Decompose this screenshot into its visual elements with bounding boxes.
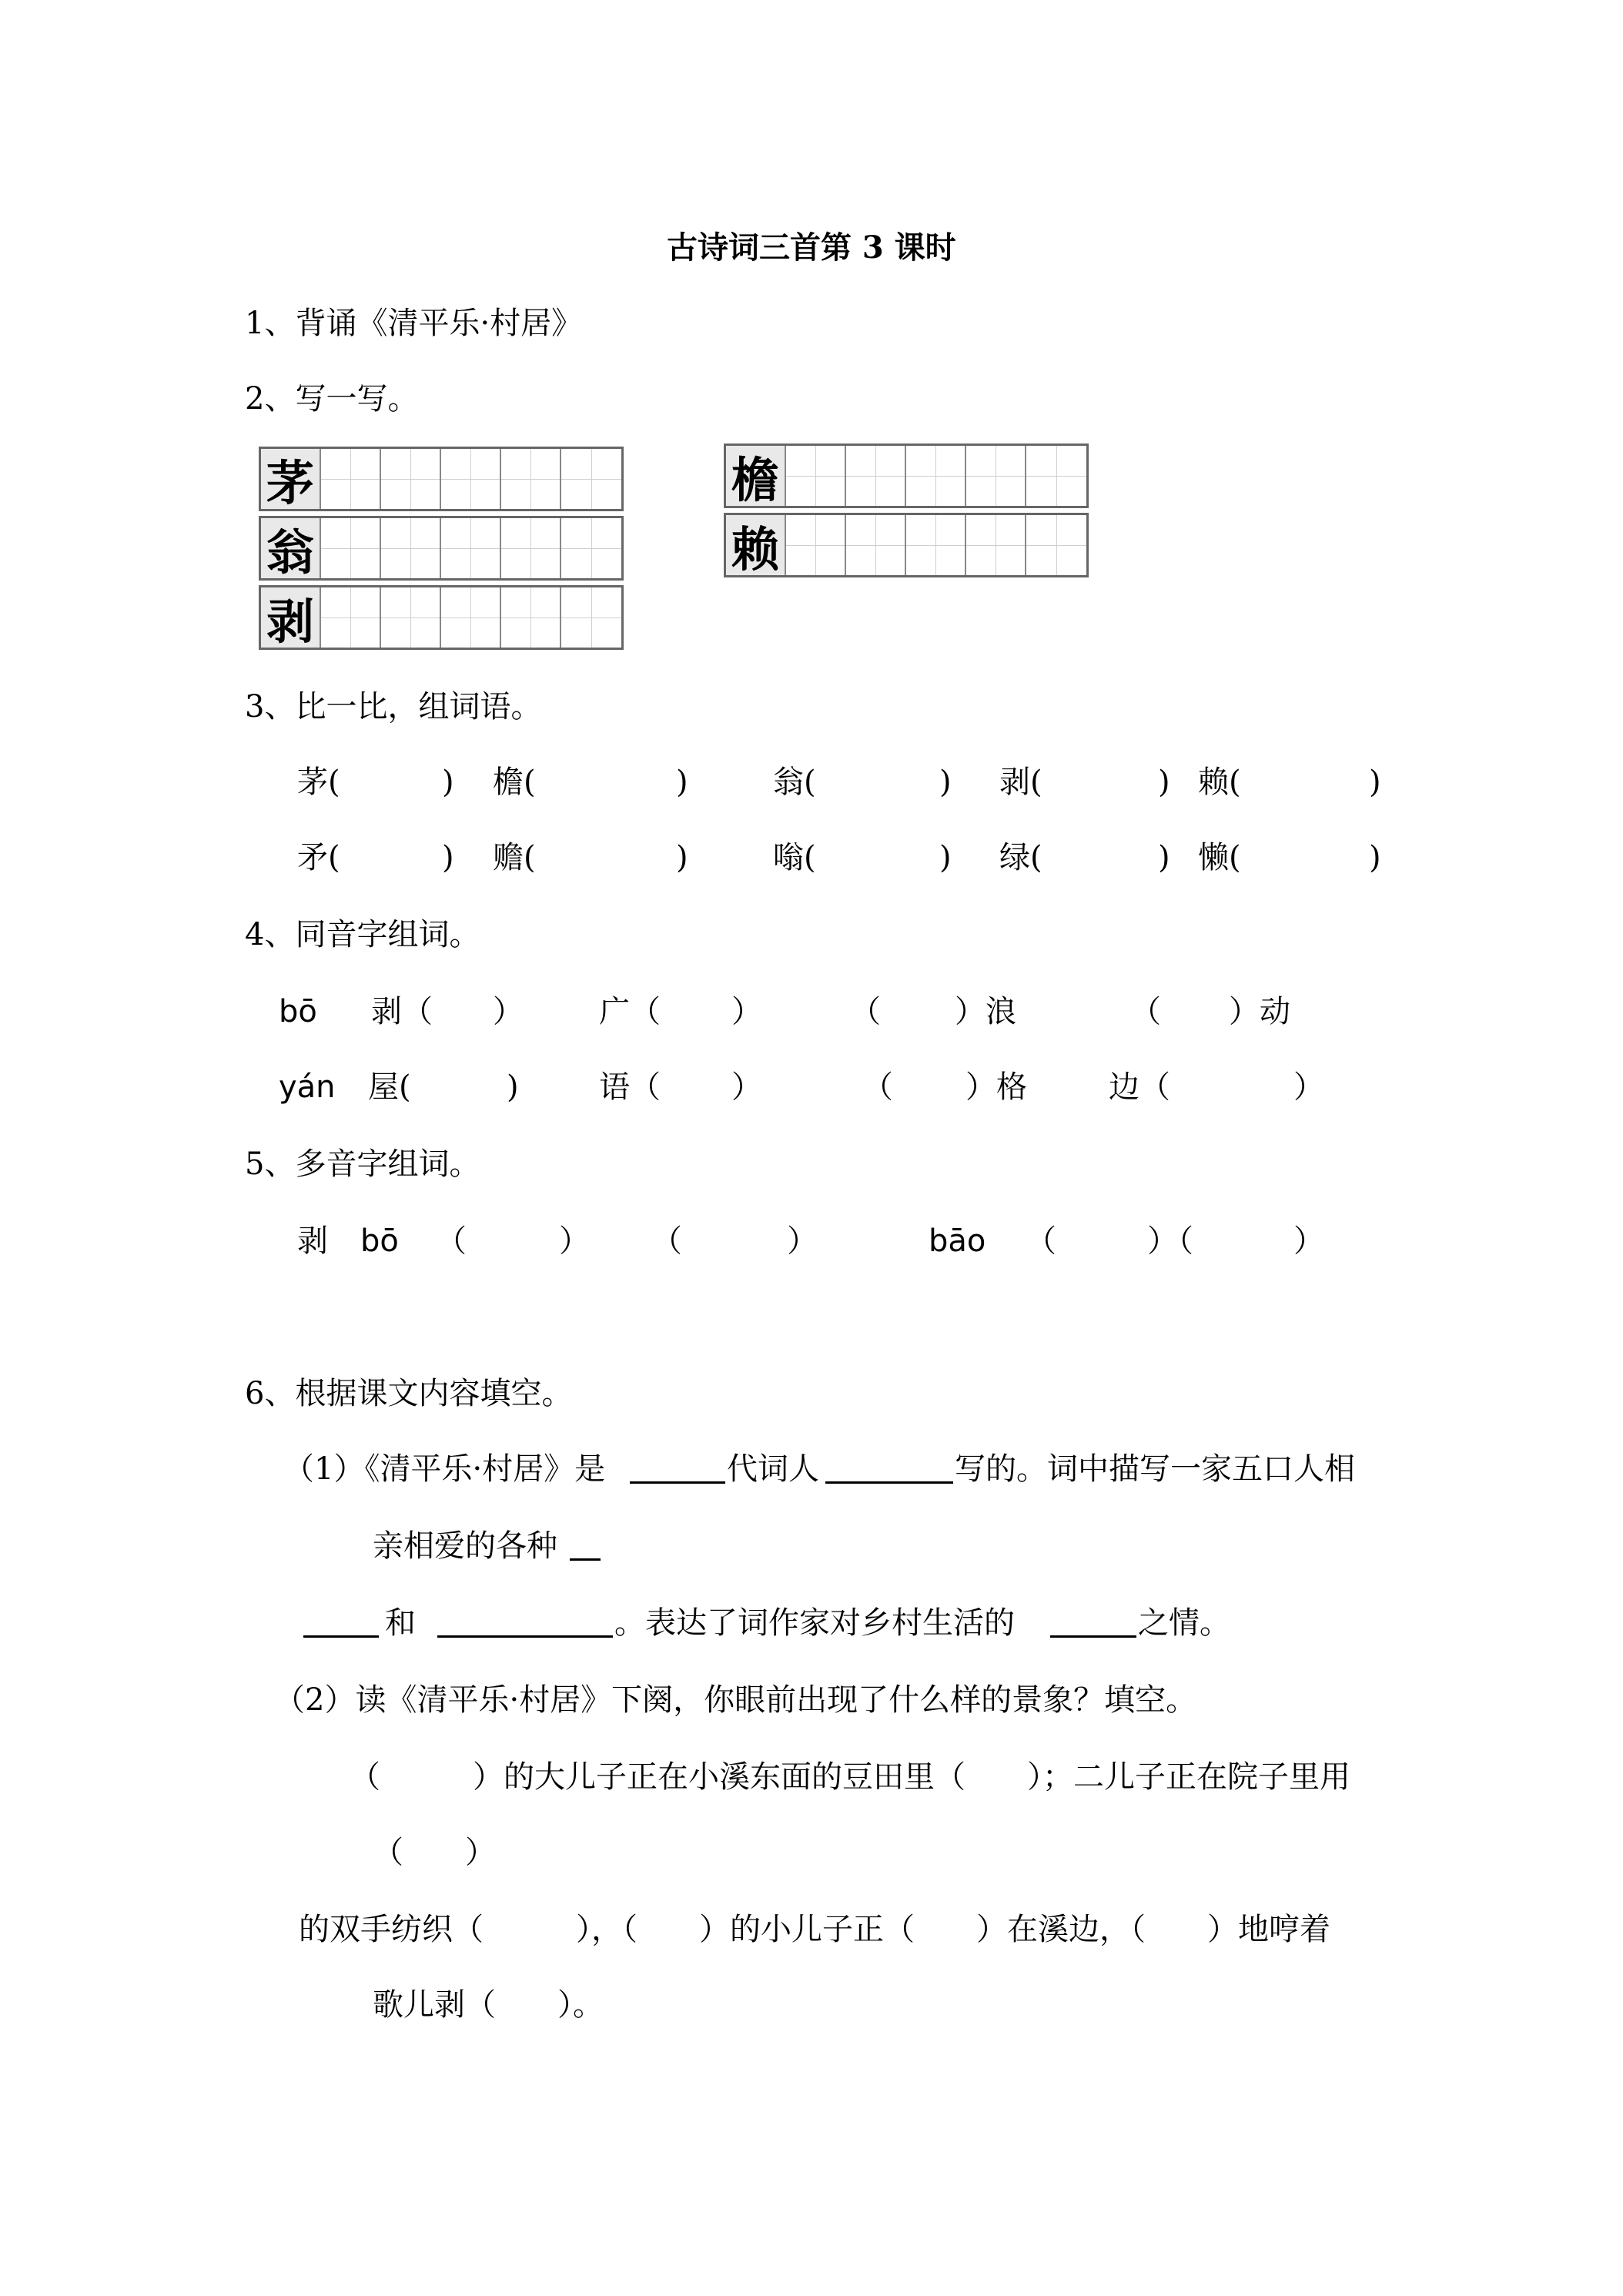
- grid-cell[interactable]: [441, 518, 501, 578]
- blank-scene-1[interactable]: [570, 1558, 601, 1561]
- grid-cell[interactable]: [966, 446, 1026, 506]
- grid-cell[interactable]: [561, 587, 621, 648]
- grid-cell[interactable]: [966, 515, 1026, 575]
- polyphone-part: ）: [1293, 1223, 1324, 1259]
- page-title: 古诗词三首第 3 课时: [667, 229, 956, 266]
- compare-close: ): [442, 765, 454, 800]
- writing-grid-yan: [724, 443, 1089, 508]
- grid-cell[interactable]: [501, 518, 561, 578]
- compare-item: 翁(: [773, 765, 816, 800]
- compare-close: ): [939, 840, 952, 875]
- q6-1-text-d: 亲相爱的各种: [373, 1528, 557, 1564]
- grid-char: 翁: [261, 518, 321, 578]
- grid-cell[interactable]: [441, 449, 501, 509]
- grid-char: 檐: [726, 446, 786, 506]
- polyphone-char: 剥: [297, 1223, 328, 1259]
- grid-cell[interactable]: [786, 515, 846, 575]
- homophone-part: 广（: [599, 994, 661, 1029]
- q6-1-text-c: 写的。词中描写一家五口人相: [955, 1451, 1355, 1487]
- homophone-part: （: [862, 1069, 893, 1105]
- q6-2-line-d: 歌儿剥（ ）。: [373, 1987, 604, 2023]
- pinyin-yan: yán: [279, 1069, 336, 1105]
- grid-char: 剥: [261, 587, 321, 648]
- homophone-part: ）: [493, 994, 524, 1029]
- q6-1-text-f: 。表达了词作家对乡村生活的: [614, 1605, 1015, 1641]
- q6-2-line-a: （ ）的大儿子正在小溪东面的豆田里（ ）；二儿子正在院子里用: [350, 1759, 1350, 1795]
- polyphone-part: ）: [787, 1223, 818, 1259]
- grid-cell[interactable]: [846, 446, 906, 506]
- homophone-part: 剥（: [371, 994, 433, 1029]
- grid-cell[interactable]: [381, 518, 441, 578]
- homophone-part: ）: [731, 1069, 762, 1105]
- homophone-part: ）格: [965, 1069, 1027, 1105]
- question-3-label: 3、比一比，组词语。: [245, 689, 542, 725]
- polyphone-part: （: [1026, 1223, 1056, 1259]
- compare-close: ): [676, 840, 688, 875]
- pinyin-bo-2: bō: [360, 1223, 399, 1259]
- polyphone-part: （: [651, 1223, 682, 1259]
- compare-close: ): [1369, 840, 1381, 875]
- question-4-label: 4、同音字组词。: [245, 917, 480, 952]
- grid-cell[interactable]: [441, 587, 501, 648]
- grid-cell[interactable]: [321, 449, 381, 509]
- compare-item: 茅(: [297, 765, 340, 800]
- grid-cell[interactable]: [1026, 515, 1086, 575]
- compare-close: ): [676, 765, 688, 800]
- q6-2-question: （2）读《清平乐·村居》下阕，你眼前出现了什么样的景象？填空。: [274, 1682, 1197, 1718]
- writing-grid-lai: [724, 513, 1089, 577]
- blank-poet[interactable]: [825, 1481, 953, 1484]
- homophone-part: ）: [731, 994, 762, 1029]
- q6-1-text-e: 和: [385, 1605, 416, 1641]
- homophone-part: ): [507, 1069, 519, 1105]
- grid-cell[interactable]: [1026, 446, 1086, 506]
- pinyin-bo: bō: [279, 994, 317, 1029]
- grid-cell[interactable]: [906, 446, 966, 506]
- q6-1-text-g: 之情。: [1138, 1605, 1230, 1641]
- writing-grid-weng: [259, 516, 624, 581]
- grid-cell[interactable]: [321, 518, 381, 578]
- compare-item: 剥(: [999, 765, 1042, 800]
- compare-close: ): [1158, 765, 1170, 800]
- compare-close: ): [1369, 765, 1381, 800]
- grid-cell[interactable]: [846, 515, 906, 575]
- blank-dynasty[interactable]: [630, 1481, 725, 1484]
- homophone-part: 屋(: [368, 1069, 411, 1105]
- compare-item: 懒(: [1198, 840, 1241, 875]
- polyphone-part: ）（: [1147, 1223, 1193, 1259]
- q6-2-line-c: 的双手纺织（ ），（ ）的小儿子正（ ）在溪边，（ ）地哼着: [299, 1912, 1330, 1947]
- blank-feeling[interactable]: [1050, 1635, 1136, 1638]
- blank-scene-3[interactable]: [437, 1635, 613, 1638]
- grid-char: 赖: [726, 515, 786, 575]
- compare-close: ): [939, 765, 952, 800]
- grid-cell[interactable]: [501, 587, 561, 648]
- compare-item: 赖(: [1198, 765, 1241, 800]
- homophone-part: （: [1130, 994, 1161, 1029]
- pinyin-bao: bāo: [929, 1223, 986, 1259]
- compare-close: ): [442, 840, 454, 875]
- q6-2-line-b: （ ）: [373, 1835, 496, 1870]
- homophone-part: （: [850, 994, 881, 1029]
- writing-grid-mao: [259, 447, 624, 511]
- compare-item: 檐(: [493, 765, 536, 800]
- question-6-label: 6、根据课文内容填空。: [245, 1376, 573, 1411]
- polyphone-part: （: [436, 1223, 467, 1259]
- polyphone-part: ）: [559, 1223, 590, 1259]
- question-1: 1、背诵《清平乐·村居》: [245, 306, 583, 341]
- compare-item: 绿(: [999, 840, 1042, 875]
- grid-cell[interactable]: [501, 449, 561, 509]
- grid-cell[interactable]: [381, 449, 441, 509]
- homophone-part: 语（: [599, 1069, 661, 1105]
- compare-close: ): [1158, 840, 1170, 875]
- grid-char: 茅: [261, 449, 321, 509]
- homophone-part: ）: [1293, 1069, 1324, 1105]
- grid-cell[interactable]: [906, 515, 966, 575]
- grid-cell[interactable]: [561, 518, 621, 578]
- writing-grid-bo: [259, 585, 624, 650]
- homophone-part: ）浪: [955, 994, 1016, 1029]
- compare-item: 矛(: [297, 840, 340, 875]
- homophone-part: ）动: [1229, 994, 1290, 1029]
- compare-item: 赡(: [493, 840, 536, 875]
- homophone-part: 边（: [1109, 1069, 1170, 1105]
- grid-cell[interactable]: [321, 587, 381, 648]
- grid-cell[interactable]: [786, 446, 846, 506]
- question-2-label: 2、写一写。: [245, 381, 419, 417]
- q6-1-text-a: （1）《清平乐·村居》是: [283, 1451, 606, 1487]
- q6-1-text-b: 代词人: [727, 1451, 819, 1487]
- blank-scene-2[interactable]: [303, 1635, 379, 1638]
- question-5-label: 5、多音字组词。: [245, 1146, 480, 1182]
- grid-cell[interactable]: [561, 449, 621, 509]
- compare-item: 嗡(: [773, 840, 816, 875]
- grid-cell[interactable]: [381, 587, 441, 648]
